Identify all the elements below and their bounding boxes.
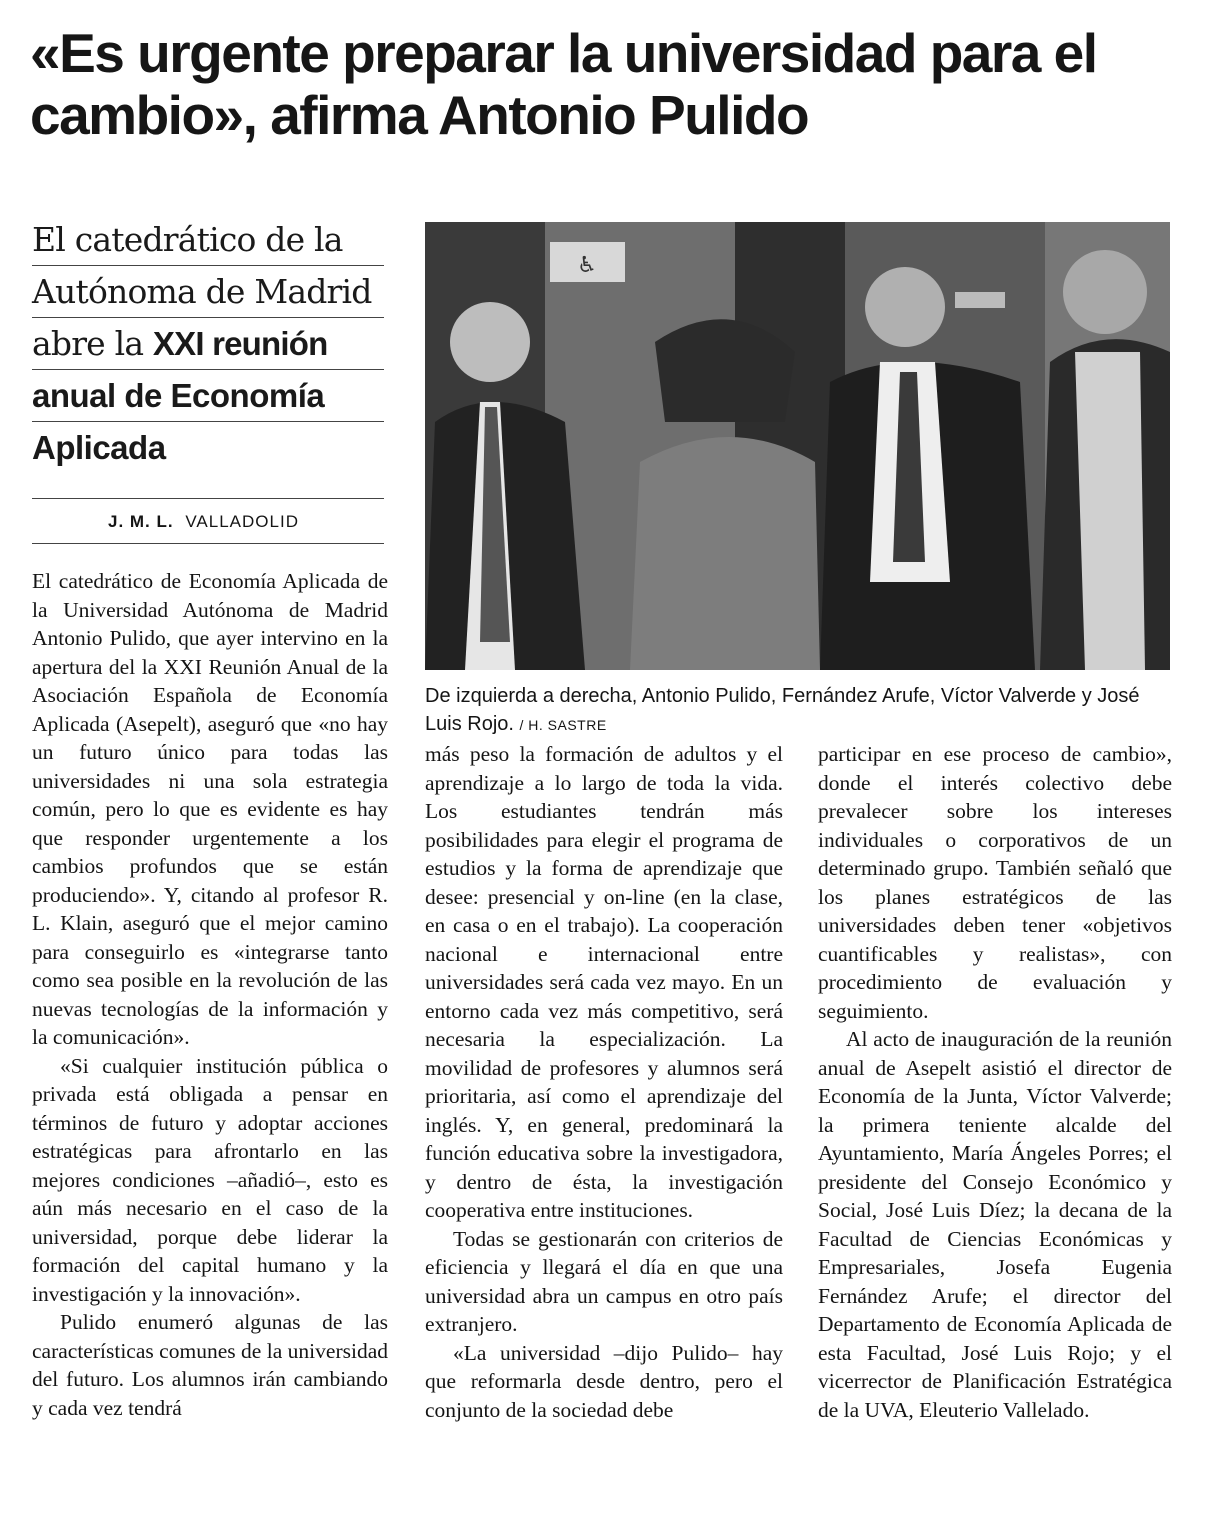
headline: «Es urgente preparar la universidad para el cambio», afirma Antonio Pulido <box>30 22 1097 146</box>
subhead-line: anual de Economía <box>32 370 384 422</box>
subhead-line: Autónoma de Madrid <box>32 266 384 318</box>
subheadline <box>32 214 384 473</box>
subhead-line: El catedrático de la <box>32 214 384 266</box>
subhead-line <box>32 318 384 370</box>
paragraph: Todas se gestionarán con criterios de eficiencia y llegará el día en que una universidad abra un campus en otro país extranjero. <box>425 1226 783 1336</box>
article-column-1 <box>32 567 388 1422</box>
paragraph: Pulido enumeró algunas de las características comunes de la universidad del futuro. Los alumnos irán cambiando y cada vez tendrá <box>32 1310 388 1420</box>
article-column-2 <box>425 740 783 1424</box>
photo-caption <box>425 682 1170 739</box>
paragraph: «Si cualquier institución pública o privada está obligada a pensar en términos de futuro y adoptar acciones estratégicas para afrontarlo en las mejores condiciones –añadió–, esto es aún más necesario en el caso de la universidad, porque debe liderar la formación del capital humano y la investigación y la innovación». <box>32 1053 388 1306</box>
byline <box>108 512 299 532</box>
byline-place: VALLADOLID <box>185 512 299 531</box>
paragraph: Al acto de inauguración de la reunión anual de Asepelt asistió el director de Economía de la Junta, Víctor Valverde; la primera teniente alcalde del Ayuntamiento, María Ángeles Porres; el presidente del Consejo Económico y Social, José Luis Díez; la decana de la Facultad de Ciencias Económicas y Empresariales, Josefa Eugenia Fernández Arufe; el director del Departamento de Economía Aplicada de esta Facultad, José Luis Rojo; y el vicerrector de Planificación Estratégica de la UVA, Eleuterio Vallelado. <box>818 1027 1172 1422</box>
byline-author: J. M. L. <box>108 512 174 531</box>
photo-illustration <box>425 222 1170 670</box>
byline-rule-top <box>32 498 384 499</box>
paragraph: El catedrático de Economía Aplicada de la Universidad Autónoma de Madrid Antonio Pulido, que ayer intervino en la apertura del la XXI Reunión Anual de la Asociación Española de Economía Aplicada (Asepelt), aseguró que «no hay un futuro único para todas las universidades ni una sola estrategia común, pero lo que es evidente es hay que responder urgentemente a los cambios profundos que se están produciendo». Y, citando al profesor R. L. Klain, aseguró que el mejor camino para conseguirlo es «integrarse tanto como sea posible en la revolución de las nuevas tecnologías de la información y la comunicación». <box>32 569 388 1049</box>
caption-text: De izquierda a derecha, Antonio Pulido, Fernández Arufe, Víctor Valverde y José Luis Rojo. <box>425 685 1140 735</box>
subhead-line: Aplicada <box>32 429 166 466</box>
subhead-text: abre la <box>32 324 153 363</box>
svg-text:♿: ♿ <box>577 253 597 278</box>
article-column-3 <box>818 740 1172 1424</box>
subhead-bold-text: XXI reunión <box>152 325 328 362</box>
byline-rule-bottom <box>32 543 384 544</box>
paragraph: participar en ese proceso de cambio», donde el interés colectivo debe prevalecer sobre los intereses individuales o corporativos de un determinado grupo. También señaló que los planes estratégicos de las universidades deben tener «objetivos cuantificables y realistas», con procedimiento de evaluación y seguimiento. <box>818 742 1172 1023</box>
paragraph: más peso la formación de adultos y el aprendizaje a lo largo de toda la vida. Los estudiantes tendrán más posibilidades para elegir el programa de estudios y la forma de aprendizaje que desee: presencial y on-line (en la clase, en casa o en el trabajo). La cooperación nacional e internacional entre universidades será cada vez mayo. En un entorno cada vez más competitivo, será necesaria la especialización. La movilidad de profesores y alumnos será prioritaria, así como el aprendizaje del inglés. Y, en general, predominará la función educativa sobre la investigadora, y dentro de ésta, la investigación cooperativa entre instituciones. <box>425 742 783 1222</box>
photo-credit: / H. SASTRE <box>519 717 607 733</box>
news-photo <box>425 222 1170 670</box>
paragraph: «La universidad –dijo Pulido– hay que reformarla desde dentro, pero el conjunto de la sociedad debe <box>425 1340 783 1422</box>
